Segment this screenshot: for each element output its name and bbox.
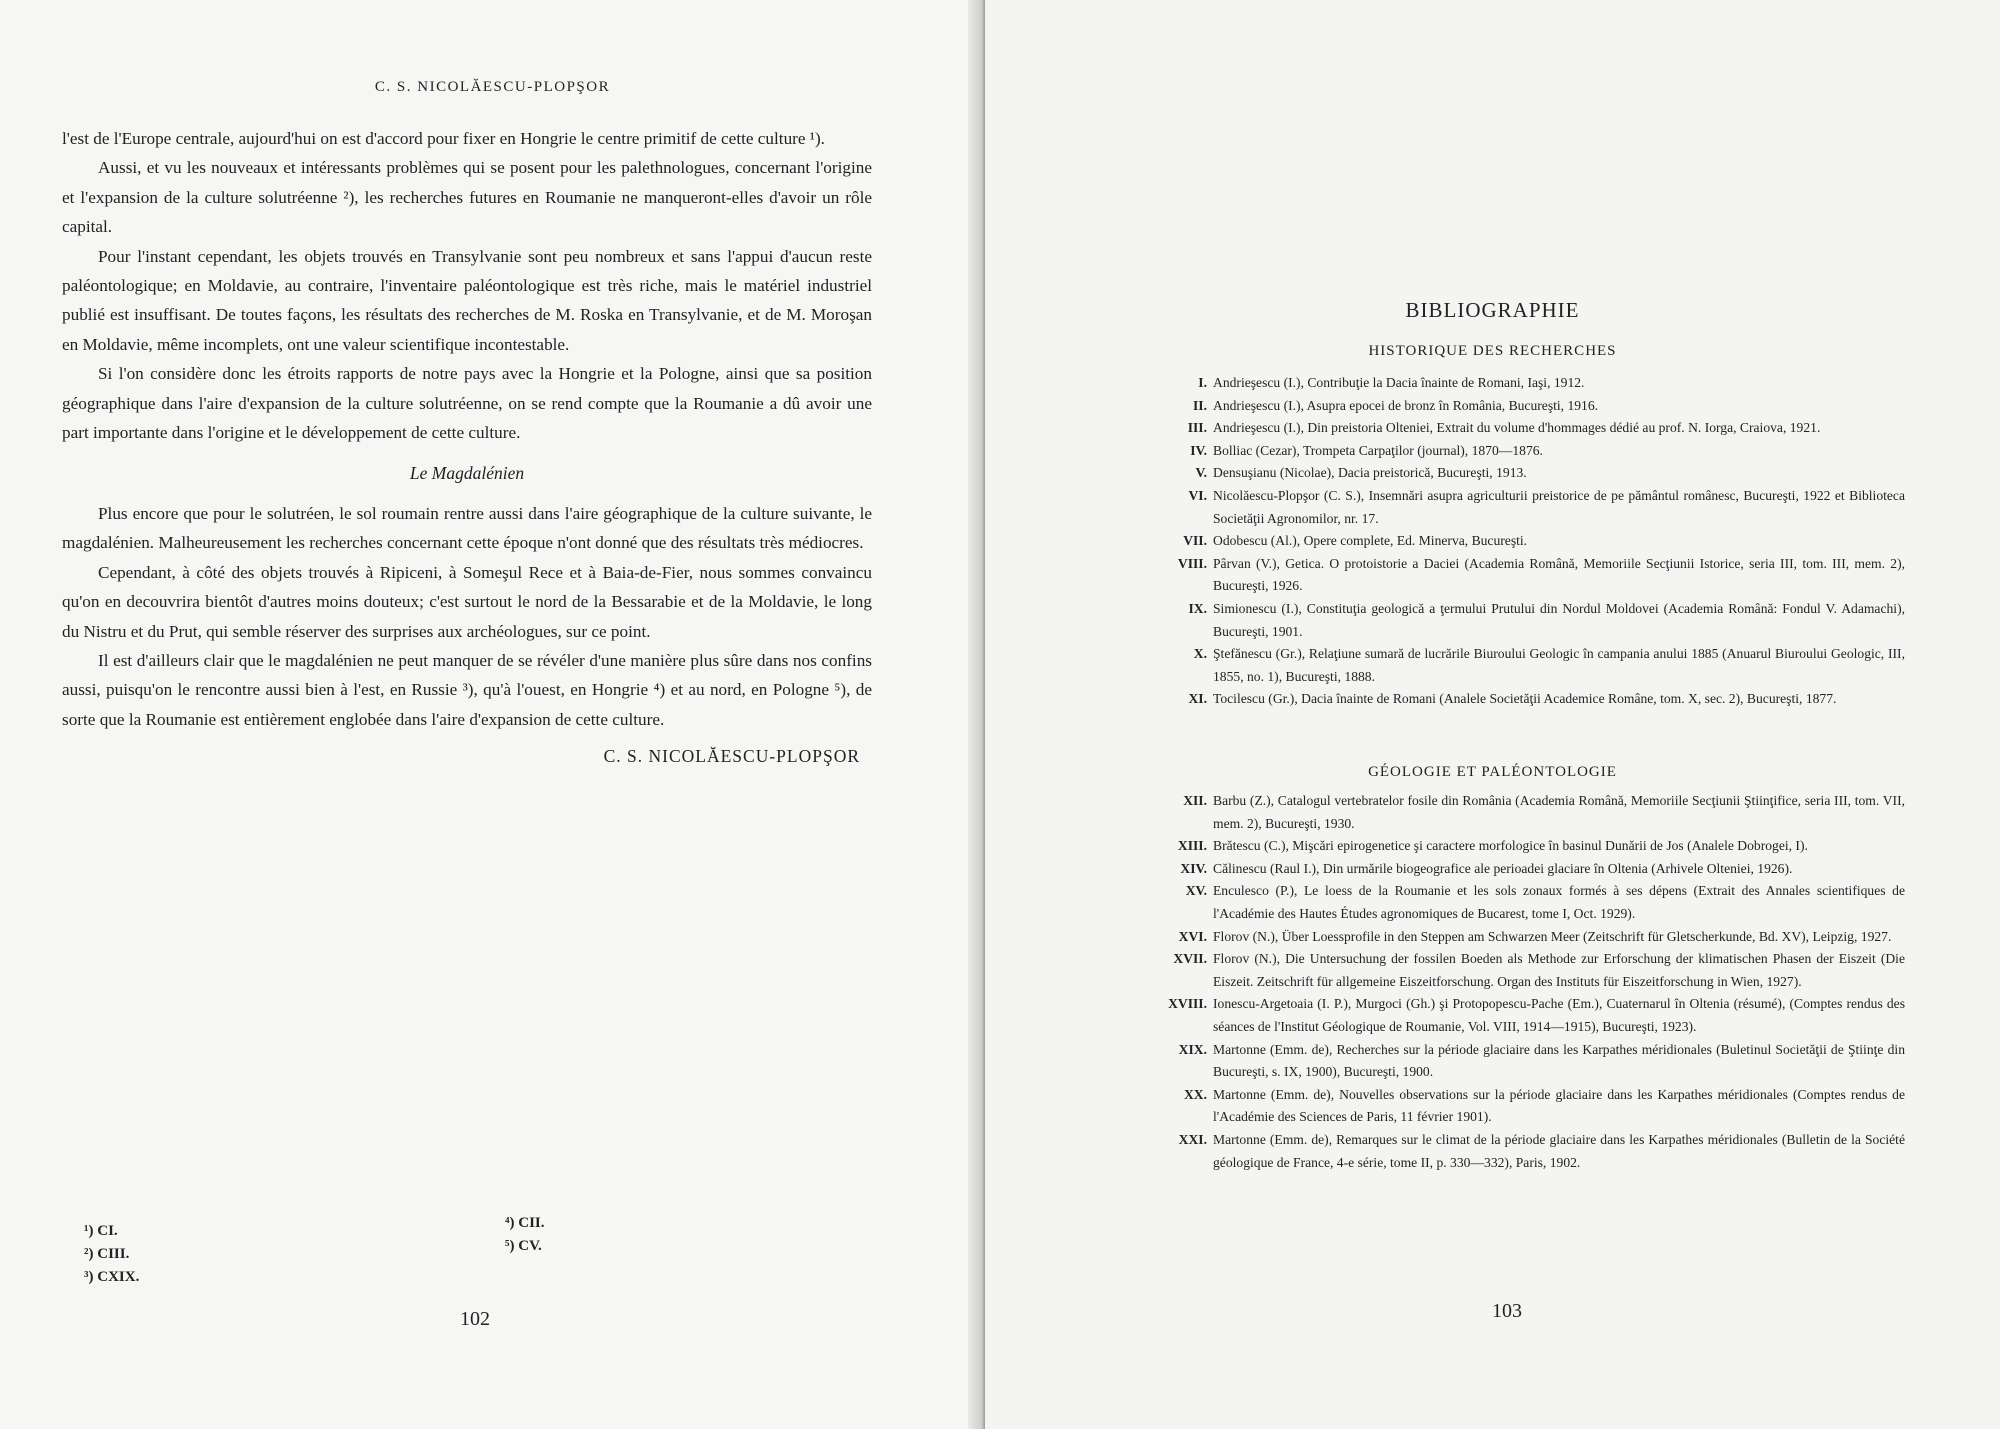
entry-number: XIII. — [1177, 838, 1207, 854]
bibliography-entry — [1125, 858, 1905, 881]
bibliography-entry — [1125, 688, 1905, 711]
entry-text: Andrieşescu (I.), Contribuţie la Dacia înainte de Romani, Iaşi, 1912. — [1213, 375, 1585, 390]
paragraph: Aussi, et vu les nouveaux et intéressants problèmes qui se posent pour les palethnologues, concernant l'origine et l'expansion de la culture solutréenne ²), les recherches futures en Roumanie ne manqueront-elles d'avoir un rôle capital. — [62, 158, 872, 237]
footnotes-col1 — [84, 1220, 139, 1289]
body-text — [62, 124, 872, 772]
bibliography-entry — [1125, 485, 1905, 530]
section-title: Le Magdalénien — [409, 463, 525, 484]
entry-number: XIX. — [1178, 1041, 1207, 1057]
paragraph: Pour l'instant cependant, les objets trouvés en Transylvanie sont peu nombreux et sans l'appui d'aucun reste paléontologique; en Moldavie, au contraire, l'inventaire paléontologique est très riche, mais le matériel industriel publié est insuffisant. De toutes façons, les résultats des recherches de M. Roska en Transylvanie, et de M. Moroşan en Moldavie, même incomplets, ont une valeur scientifique incontestable. — [62, 246, 872, 354]
bibliography-entry — [1125, 440, 1905, 463]
paragraph: Si l'on considère donc les étroits rapports de notre pays avec la Hongrie et la Pologne, ainsi que sa position géographique dans l'aire d'expansion de la culture solutréenne, on se rend compte que la Roumanie a dû avoir une part importante dans l'origine et le développement de cette culture. — [62, 364, 872, 443]
left-page — [0, 0, 985, 1429]
entry-number: VIII. — [1177, 555, 1207, 571]
author-signature: C. S. NICOLĂESCU-PLOPŞOR — [603, 746, 860, 767]
entry-text: Simionescu (I.), Constituţia geologică a ţermului Prutului din Nordul Moldovei (Academia Română: Fondul V. Adamachi), Bucureşti, 1901. — [1213, 600, 1905, 639]
entry-number: III. — [1187, 420, 1207, 436]
entry-text: Martonne (Emm. de), Nouvelles observations sur la période glaciaire dans les Karpathes méridionales (Comptes rendus de l'Académie des Sciences de Paris, 11 février 1901). — [1213, 1086, 1905, 1125]
footnote: ⁴) CII. — [505, 1215, 545, 1231]
entry-text: Barbu (Z.), Catalogul vertebratelor fosile din România (Academia Română, Memoriile Secţiunii Ştiinţifice, seria III, tom. VII, mem. 2), Bucureşti, 1930. — [1213, 793, 1905, 831]
section-heading: HISTORIQUE DES RECHERCHES — [1368, 343, 1617, 359]
entry-text: Andrieşescu (I.), Din preistoria Olteniei, Extrait du volume d'hommages dédié au prof. N. Iorga, Craiova, 1921. — [1213, 420, 1821, 436]
entry-text: Densuşianu (Nicolae), Dacia preistorică, Bucureşti, 1913. — [1213, 465, 1527, 481]
entry-number: XXI. — [1178, 1131, 1207, 1147]
entry-text: Florov (N.), Über Loessprofile in den Steppen am Schwarzen Meer (Zeitschrift für Gletscherkunde, Bd. XV), Leipzig, 1927. — [1213, 928, 1892, 944]
entry-number: VI. — [1188, 487, 1207, 503]
entry-number: XV. — [1185, 883, 1207, 899]
bibliography-entry — [1125, 880, 1905, 925]
paragraph: l'est de l'Europe centrale, aujourd'hui on est d'accord pour fixer en Hongrie le centre primitif de cette culture ¹). — [62, 129, 825, 148]
bibliography-entry — [1125, 1084, 1905, 1129]
entry-number: IV. — [1190, 442, 1207, 458]
entry-number: XVI. — [1178, 928, 1207, 944]
entry-number: XVII. — [1173, 951, 1207, 967]
footnote: ¹) CI. — [84, 1223, 118, 1239]
bibliography-entry — [1125, 835, 1905, 858]
entry-number: I. — [1198, 375, 1207, 390]
bibliography-entry — [1125, 926, 1905, 949]
entry-number: X. — [1193, 646, 1207, 662]
entry-text: Brătescu (C.), Mişcări epirogenetice şi caractere morfologice în basinul Dunării de Jos (Analele Dobrogei, I). — [1213, 838, 1808, 854]
bibliography-title: BIBLIOGRAPHIE — [1405, 298, 1580, 322]
bibliography-entry — [1125, 462, 1905, 485]
bibliography-entry — [1125, 993, 1905, 1038]
entry-number: XVIII. — [1168, 996, 1207, 1012]
bibliography-entry — [1125, 790, 1905, 835]
page-number: 103 — [1492, 1300, 1522, 1322]
section-heading: GÉOLOGIE ET PALÉONTOLOGIE — [1368, 764, 1617, 780]
footnote: ⁵) CV. — [505, 1238, 542, 1254]
entry-text: Odobescu (Al.), Opere complete, Ed. Minerva, Bucureşti. — [1213, 533, 1528, 549]
entry-text: Andrieşescu (I.), Asupra epocei de bronz în România, Bucureşti, 1916. — [1213, 397, 1599, 413]
paragraph: Cependant, à côté des objets trouvés à Ripiceni, à Someşul Rece et à Baia-de-Fier, nous sommes convaincu qu'on en decouvrira bientôt d'autres moins douteux; c'est surtout le nord de la Bessarabie et de la Moldavie, le long du Nistru et du Prut, qui semble réserver des surprises aux archéologues, sur ce point. — [62, 562, 872, 641]
entry-number: XII. — [1183, 793, 1207, 808]
bibliography-entry — [1125, 372, 1905, 395]
footnotes-col2 — [505, 1212, 545, 1258]
entry-text: Bolliac (Cezar), Trompeta Carpaţilor (journal), 1870—1876. — [1213, 442, 1543, 458]
bibliography-entry — [1125, 643, 1905, 688]
entry-number: XX. — [1183, 1086, 1207, 1102]
footnote: ²) CIII. — [84, 1246, 130, 1262]
entry-number: XI. — [1188, 691, 1207, 707]
entry-text: Florov (N.), Die Untersuchung der fossilen Boeden als Methode zur Erforschung der klimatischen Phasen der Eiszeit (Die Eiszeit. Zeitschrift für allgemeine Eiszeitforschung. Organ des Instituts für Eiszeitforschung in Wien, 1927). — [1213, 951, 1905, 989]
bibliography-entry — [1125, 553, 1905, 598]
bibliography-entry — [1125, 417, 1905, 440]
entry-text: Ştefănescu (Gr.), Relaţiune sumară de lucrările Biuroului Geologic în campania anului 1885 (Anuarul Biuroului Geologic, III, 1855, no. 1), Bucureşti, 1888. — [1213, 646, 1905, 684]
page-number: 102 — [460, 1308, 490, 1330]
bibliography-list — [1125, 372, 1905, 711]
entry-text: Pârvan (V.), Getica. O protoistorie a Daciei (Academia Română, Memoriile Secţiunii Istorice, seria III, tom. III, mem. 2), Bucureşti, 1926. — [1213, 555, 1905, 594]
right-page — [985, 0, 2000, 1429]
entry-number: II. — [1193, 397, 1207, 413]
bibliography-entry — [1125, 598, 1905, 643]
bibliography-entry — [1125, 1039, 1905, 1084]
entry-text: Nicolăescu-Plopşor (C. S.), Insemnări asupra agriculturii preistorice de pe pământul românesc, Bucureşti, 1922 et Biblioteca Societăţii Agronomilor, nr. 17. — [1213, 487, 1905, 526]
entry-number: VII. — [1183, 533, 1207, 549]
bibliography-entry — [1125, 530, 1905, 553]
bibliography-list — [1125, 790, 1905, 1174]
entry-number: XIV. — [1180, 860, 1207, 876]
entry-text: Ionescu-Argetoaia (I. P.), Murgoci (Gh.) şi Protopopescu-Pache (Em.), Cuaternarul în Oltenia (résumé), (Comptes rendus des séances de l'Institut Géologique de Roumanie, Vol. VIII, 1914—1915), Bucureşti, 1923). — [1213, 996, 1905, 1034]
entry-text: Călinescu (Raul I.), Din urmările biogeografice ale perioadei glaciare în Oltenia (Arhivele Olteniei, 1926). — [1213, 860, 1793, 876]
footnote: ³) CXIX. — [84, 1269, 140, 1285]
paragraph: Plus encore que pour le solutréen, le sol roumain rentre aussi dans l'aire géographique de la culture suivante, le magdalénien. Malheureusement les recherches concernant cette époque n'ont donné que des résultats très médiocres. — [62, 503, 872, 553]
running-head: C. S. NICOLĂESCU-PLOPŞOR — [374, 79, 611, 95]
entry-text: Martonne (Emm. de), Remarques sur le climat de la période glaciaire dans les Karpathes méridionales (Bulletin de la Société géologique de France, 4-e série, tome II, p. 330—332), Paris, 1902. — [1213, 1131, 1905, 1170]
entry-text: Tocilescu (Gr.), Dacia înainte de Romani (Analele Societăţii Academice Române, tom. X, sec. 2), Bucureşti, 1877. — [1213, 691, 1837, 707]
entry-number: IX. — [1188, 600, 1207, 616]
entry-text: Martonne (Emm. de), Recherches sur la période glaciaire dans les Karpathes méridionales (Buletinul Societăţii de Ştiinţe din Bucureşti, s. IX, 1900), Bucureşti, 1900. — [1213, 1041, 1905, 1080]
paragraph: Il est d'ailleurs clair que le magdalénien ne peut manquer de se révéler d'une manière plus sûre dans nos confins aussi, puisqu'on le rencontre aussi bien à l'est, en Russie ³), qu'à l'ouest, en Hongrie ⁴) et au nord, en Pologne ⁵), de sorte que la Roumanie est entièrement englobée dans l'aire d'expansion de cette culture. — [62, 650, 872, 729]
entry-number: V. — [1195, 465, 1207, 481]
bibliography-entry — [1125, 1129, 1905, 1174]
bibliography-entry — [1125, 395, 1905, 418]
bibliography-entry — [1125, 948, 1905, 993]
entry-text: Enculesco (P.), Le loess de la Roumanie et les sols zonaux formés à ses dépens (Extrait des Annales scientifiques de l'Académie des Hautes Études agronomiques de Bucarest, tome I, Oct. 1929). — [1213, 883, 1905, 921]
